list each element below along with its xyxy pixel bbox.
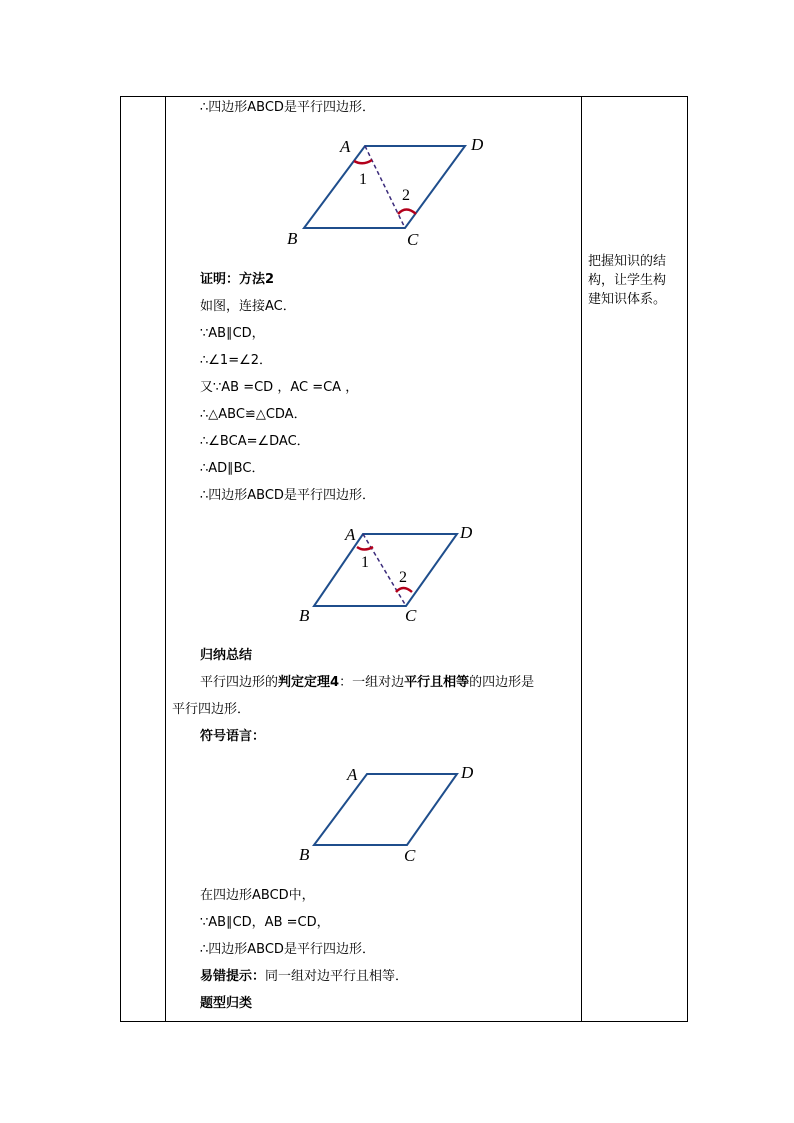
angle-2-arc — [398, 210, 416, 215]
angle-2-label: 2 — [399, 569, 407, 586]
symbol-line-1: 在四边形ABCD中， — [200, 888, 315, 903]
summary-heading: 归纳总结 — [200, 648, 253, 663]
theorem-keyword: 平行且相等 — [404, 675, 470, 690]
label-d: D — [471, 135, 484, 154]
side-note — [588, 252, 684, 309]
proof-line-8: ∴四边形ABCD是平行四边形． — [200, 488, 375, 503]
angle-1-label: 1 — [359, 171, 367, 188]
theorem-prefix: 平行四边形的 — [200, 675, 279, 690]
parallelogram-figure-3 — [295, 760, 495, 870]
proof-line-6: ∴∠BCA=∠DAC． — [200, 434, 310, 449]
parallelogram-shape — [314, 774, 457, 845]
label-d: D — [461, 763, 474, 782]
tip-text: 同一组对边平行且相等． — [265, 969, 409, 984]
proof-line-5: ∴△ABC≌△CDA． — [200, 407, 307, 422]
theorem-name: 判定定理4 — [278, 675, 340, 690]
proof-line-3: ∴∠1=∠2． — [200, 353, 273, 368]
angle-2-label: 2 — [402, 187, 410, 204]
proof-heading: 证明：方法2 — [200, 272, 275, 287]
symbol-line-2: ∵AB∥CD，AB =CD， — [200, 915, 330, 930]
symbol-heading: 符号语言： — [200, 729, 266, 744]
column-divider-1 — [165, 96, 166, 1022]
symbol-line-3: ∴四边形ABCD是平行四边形． — [200, 942, 375, 957]
theorem-mid: ：一组对边 — [339, 675, 405, 690]
label-b: B — [287, 229, 298, 248]
side-note-line-3: 建知识体系。 — [588, 292, 667, 307]
parallelogram-shape — [314, 534, 457, 606]
proof-line-4: 又∵AB =CD ，AC =CA ， — [200, 380, 359, 395]
side-note-line-1: 把握知识的结 — [588, 254, 667, 269]
label-c: C — [405, 606, 417, 625]
label-d: D — [460, 523, 473, 542]
label-c: C — [404, 846, 416, 865]
column-divider-2 — [581, 96, 582, 1022]
tip-label: 易错提示： — [200, 969, 266, 984]
theorem-suffix: 的四边形是 — [469, 675, 535, 690]
tip-line — [200, 968, 408, 986]
diagonal-ac — [365, 146, 405, 228]
angle-1-label: 1 — [361, 554, 369, 571]
label-a: A — [345, 525, 356, 544]
theorem-line-2: 平行四边形． — [172, 702, 251, 717]
proof-line-2: ∵AB∥CD， — [200, 326, 265, 341]
label-b: B — [299, 606, 310, 625]
label-a: A — [340, 137, 351, 156]
category-heading: 题型归类 — [200, 996, 253, 1011]
angle-1-arc — [357, 547, 373, 550]
angle-2-arc — [396, 588, 412, 592]
side-note-line-2: 构，让学生构 — [588, 273, 667, 288]
proof-line-1: 如图，连接AC． — [200, 299, 296, 314]
parallelogram-figure-1 — [280, 132, 500, 252]
label-b: B — [299, 845, 310, 864]
theorem-line-1 — [200, 674, 534, 692]
conclusion-line-1: ∴四边形ABCD是平行四边形． — [200, 100, 375, 115]
proof-line-7: ∴AD∥BC． — [200, 461, 265, 476]
angle-1-arc — [354, 160, 372, 163]
label-c: C — [407, 230, 419, 249]
parallelogram-figure-2 — [295, 520, 495, 630]
label-a: A — [347, 765, 358, 784]
